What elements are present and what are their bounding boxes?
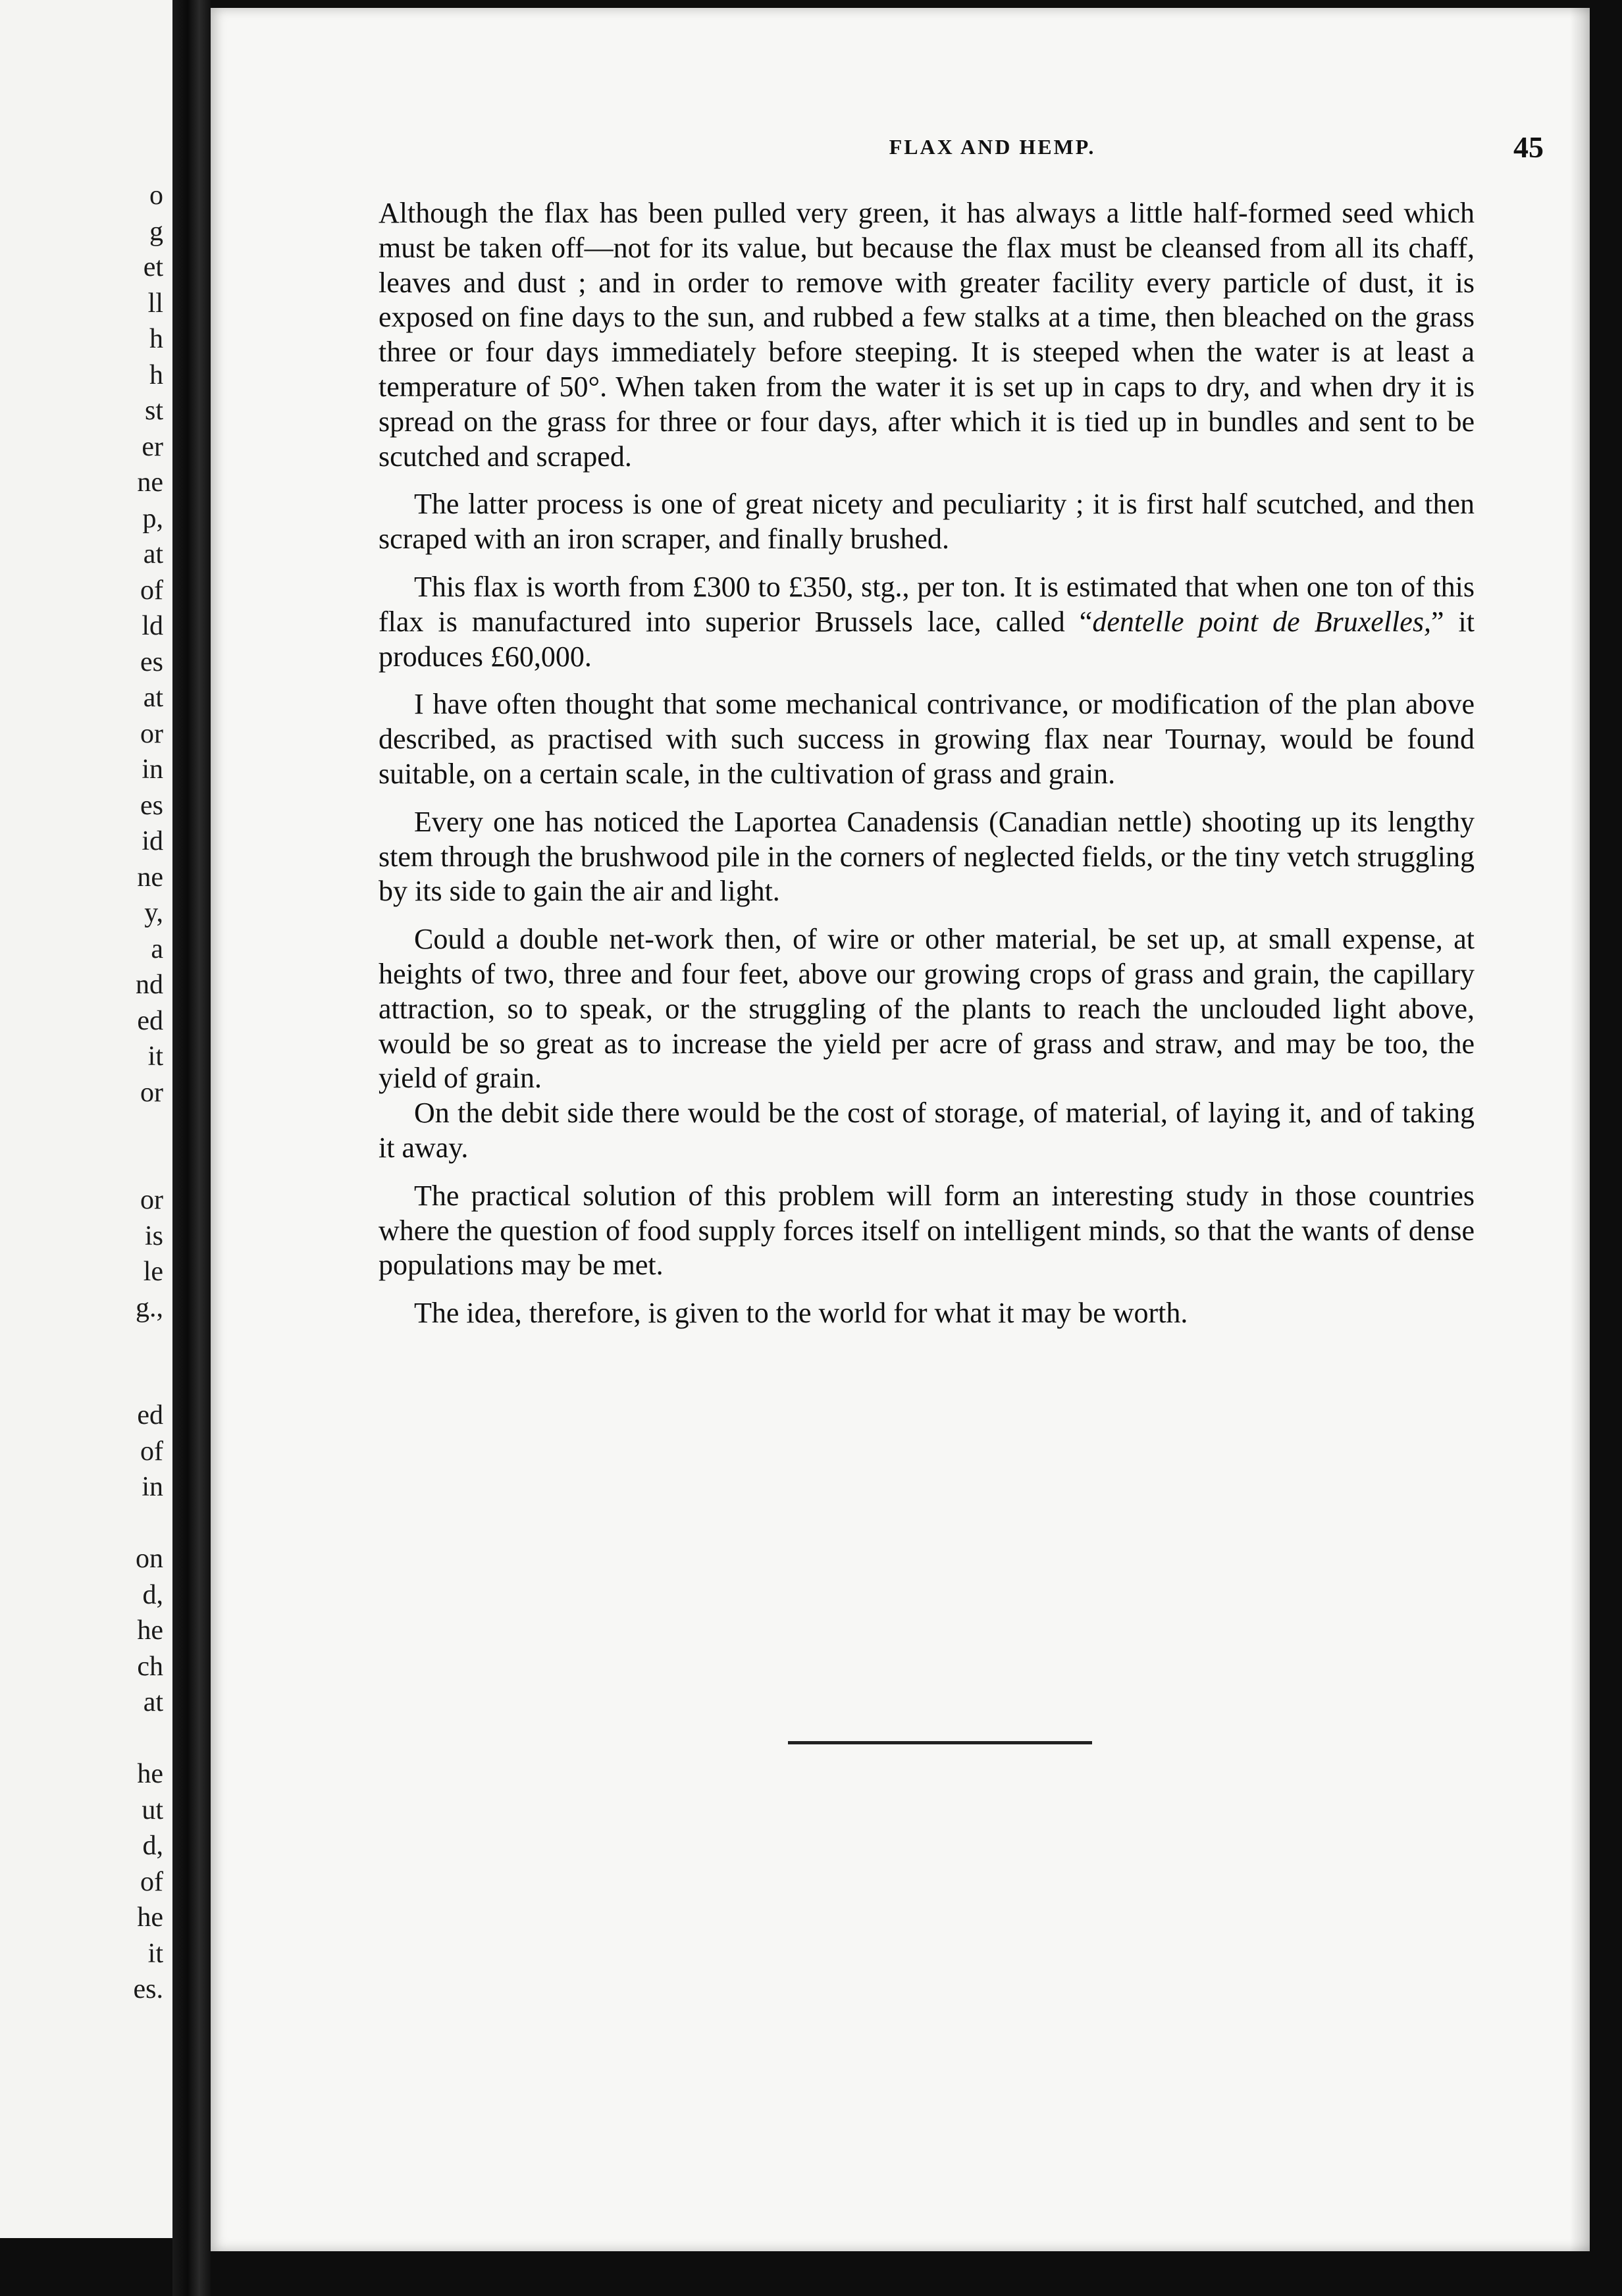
facing-page-fragment: st: [144, 396, 163, 426]
facing-page-fragment: in: [142, 1472, 163, 1502]
facing-page-fragment: it: [147, 1041, 163, 1072]
facing-page-text-fragments: [0, 178, 172, 2008]
running-header: [441, 130, 1544, 169]
facing-page-fragment: in: [142, 754, 163, 785]
paragraph-3: [379, 570, 1475, 674]
paragraph-3-text-start: This flax is worth from £300 to £350, stg., per ton. It is estimated that when one ton of this flax is manufactured into superior Brussels lace, called “: [379, 570, 1475, 638]
paragraph-5: Every one has noticed the Laportea Canadensis (Canadian nettle) shooting up its lengthy stem through the brushwood pile in the corners of neglected fields, or the tiny vetch struggling by its side to gain the air and light.: [379, 805, 1475, 908]
book-spine: [172, 0, 211, 2296]
facing-page-fragment: ch: [137, 1651, 163, 1682]
facing-page-fragment: at: [143, 683, 163, 713]
facing-page-fragment: d,: [142, 1831, 163, 1861]
facing-page-fragment: [0, 1326, 163, 1362]
facing-page-fragment: id: [142, 826, 163, 856]
facing-page-fragment: g: [149, 216, 163, 247]
paragraph-3-text-end: ” it produces £60,000.: [379, 605, 1475, 673]
facing-page-fragment: of: [140, 575, 163, 606]
facing-page-fragment: of: [140, 1436, 163, 1467]
facing-page-fragment: es.: [133, 1974, 163, 2004]
facing-page-fragment: p,: [142, 503, 163, 534]
facing-page-fragment: [0, 1147, 163, 1183]
facing-page-fragment: d,: [142, 1579, 163, 1610]
facing-page-fragment: at: [143, 1687, 163, 1717]
facing-page-fragment: is: [144, 1220, 163, 1251]
facing-page-fragment: le: [143, 1257, 163, 1287]
facing-page-fragment: he: [137, 1759, 163, 1789]
page-number: 45: [1513, 130, 1544, 164]
paragraph-7: On the debit side there would be the cost of storage, of material, of laying it, and of taking it away.: [379, 1097, 1475, 1164]
facing-page-fragment: [0, 1362, 163, 1398]
facing-page-fragment: or: [140, 718, 163, 749]
paragraph-1: Although the flax has been pulled very green, it has always a little half-formed seed which must be taken off—not for its value, but because the flax must be cleansed from all its chaff, leaves and dust ; and in order to remove with greater facility every particle of dust, it is exposed on fine days to the sun, and rubbed a few stalks at a time, then bleached on the grass three or four days immediately before steeping. It is steeped when the water is at least a temperature of 50°. When taken from the water it is set up in caps to dry, and when dry it is spread on the grass for three or four days, after which it is tied up in bundles and sent to be scutched and scraped.: [379, 197, 1475, 473]
facing-page-fragment: g.,: [136, 1292, 163, 1323]
paragraph-4: I have often thought that some mechanical contrivance, or modification of the plan above described, as practised with such success in growing flax near Tournay, would be found suitable, on a certain scale, in the cultivation of grass and grain.: [379, 688, 1475, 790]
paragraph-9: The idea, therefore, is given to the world for what it may be worth.: [414, 1297, 1188, 1330]
paragraph-6: Could a double net-work then, of wire or other material, be set up, at small expense, at heights of two, three and four feet, above our growing crops of grass and grain, the capillary attraction, so to speak, or the struggling of the plants to reach the unclouded light above, would be so great as to increase the yield per acre of grass and straw, and may be too, the yield of grain.: [379, 923, 1475, 1095]
facing-page-fragment: he: [137, 1615, 163, 1646]
facing-page-fragment: [0, 1505, 163, 1542]
facing-page-fragment: ne: [137, 467, 163, 498]
facing-page-fragment: [0, 1110, 163, 1147]
paragraph-8: The practical solution of this problem will form an interesting study in those countries where the question of food supply forces itself on intelligent minds, so that the wants of dense populations may be met.: [379, 1179, 1475, 1282]
facing-page-fragment: it: [147, 1938, 163, 1969]
facing-page-fragment: or: [140, 1077, 163, 1108]
facing-page-fragment: at: [143, 539, 163, 569]
facing-page-fragment: of: [140, 1866, 163, 1897]
facing-page-fragment: ut: [142, 1794, 163, 1825]
facing-page-edge: [0, 0, 174, 2238]
facing-page-fragment: or: [140, 1185, 163, 1215]
facing-page-fragment: o: [149, 180, 163, 211]
facing-page-fragment: er: [142, 431, 163, 462]
facing-page-fragment: h: [149, 324, 163, 354]
body-text: [379, 196, 1475, 1344]
facing-page-fragment: ne: [137, 862, 163, 893]
facing-page-fragment: on: [136, 1544, 163, 1574]
facing-page-fragment: nd: [136, 970, 163, 1000]
facing-page-fragment: h: [149, 359, 163, 390]
facing-page-fragment: ld: [142, 611, 163, 641]
page: [211, 8, 1590, 2251]
facing-page-fragment: y,: [144, 898, 163, 928]
facing-page-fragment: ed: [137, 1400, 163, 1430]
running-title: FLAX AND HEMP.: [889, 135, 1096, 159]
facing-page-fragment: ll: [147, 288, 163, 319]
paragraph-2: The latter process is one of great nicety and peculiarity ; it is first half scutched, and then scraped with an iron scraper, and finally brushed.: [379, 488, 1475, 556]
section-end-rule: [788, 1741, 1092, 1744]
facing-page-fragment: et: [143, 252, 163, 282]
facing-page-fragment: ed: [137, 1005, 163, 1036]
page-edge-shadow: [1570, 8, 1590, 2251]
facing-page-fragment: [0, 1721, 163, 1757]
facing-page-fragment: he: [137, 1902, 163, 1933]
facing-page-fragment: a: [151, 933, 163, 964]
paragraph-3-italic-phrase: dentelle point de Bruxelles,: [1092, 605, 1431, 638]
facing-page-fragment: es: [140, 646, 163, 677]
facing-page-fragment: es: [140, 790, 163, 821]
